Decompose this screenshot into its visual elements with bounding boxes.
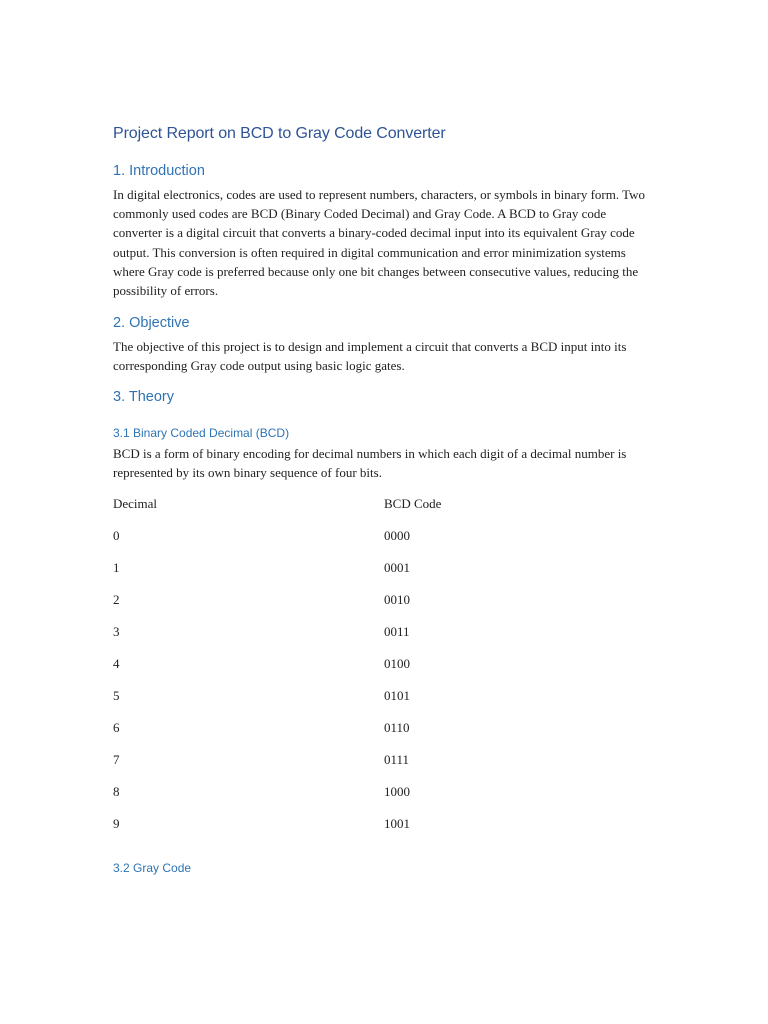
table-cell-bcd: 0110 bbox=[384, 720, 410, 735]
heading-bcd: 3.1 Binary Coded Decimal (BCD) bbox=[113, 426, 290, 440]
table-cell-decimal: 7 bbox=[113, 752, 120, 767]
table-header-bcd-code: BCD Code bbox=[384, 496, 442, 511]
table-cell-decimal: 0 bbox=[113, 528, 120, 543]
table-row bbox=[113, 718, 658, 750]
heading-introduction: 1. Introduction bbox=[113, 163, 205, 179]
table-cell-decimal: 3 bbox=[113, 624, 120, 639]
table-cell-bcd: 0011 bbox=[384, 624, 410, 639]
paragraph-bcd: BCD is a form of binary encoding for decimal numbers in which each digit of a decimal number is represented by its own binary sequence of four bits. bbox=[113, 446, 627, 481]
table-cell-decimal: 1 bbox=[113, 560, 120, 575]
table-row bbox=[113, 814, 658, 846]
table-cell-bcd: 0101 bbox=[384, 688, 410, 703]
table-cell-decimal: 8 bbox=[113, 784, 120, 799]
table-cell-bcd: 0001 bbox=[384, 560, 410, 575]
heading-theory: 3. Theory bbox=[113, 389, 174, 405]
table-row bbox=[113, 558, 658, 590]
table-row bbox=[113, 654, 658, 686]
table-row bbox=[113, 590, 658, 622]
table-cell-bcd: 0000 bbox=[384, 528, 410, 543]
table-row bbox=[113, 782, 658, 814]
table-row bbox=[113, 622, 658, 654]
table-cell-bcd: 0111 bbox=[384, 752, 410, 767]
heading-gray-code: 3.2 Gray Code bbox=[113, 861, 192, 875]
table-row bbox=[113, 526, 658, 558]
bcd-table bbox=[113, 494, 658, 846]
table-cell-bcd: 1001 bbox=[384, 816, 410, 831]
table-cell-bcd: 0010 bbox=[384, 592, 410, 607]
document-title: Project Report on BCD to Gray Code Converter bbox=[113, 125, 446, 142]
table-cell-bcd: 0100 bbox=[384, 656, 410, 671]
table-row bbox=[113, 750, 658, 782]
table-header-decimal: Decimal bbox=[113, 496, 158, 511]
heading-objective: 2. Objective bbox=[113, 315, 190, 331]
paragraph-introduction: In digital electronics, codes are used to represent numbers, characters, or symbols in binary form. Two commonly used codes are BCD (Binary Coded Decimal) and Gray Code. A BCD to Gray code converter is a digital circuit that converts a binary-coded decimal input into its equivalent Gray code output. This conversion is often required in digital communication and error minimization systems where Gray code is preferred because only one bit changes between consecutive values, reducing the possibility of errors. bbox=[113, 187, 646, 299]
table-cell-decimal: 9 bbox=[113, 816, 120, 831]
table-cell-decimal: 5 bbox=[113, 688, 120, 703]
table-cell-bcd: 1000 bbox=[384, 784, 410, 799]
table-header-row bbox=[113, 494, 658, 526]
table-cell-decimal: 4 bbox=[113, 656, 120, 671]
table-row bbox=[113, 686, 658, 718]
table-cell-decimal: 2 bbox=[113, 592, 120, 607]
table-cell-decimal: 6 bbox=[113, 720, 120, 735]
paragraph-objective: The objective of this project is to design and implement a circuit that converts a BCD input into its corresponding Gray code output using basic logic gates. bbox=[113, 339, 627, 374]
